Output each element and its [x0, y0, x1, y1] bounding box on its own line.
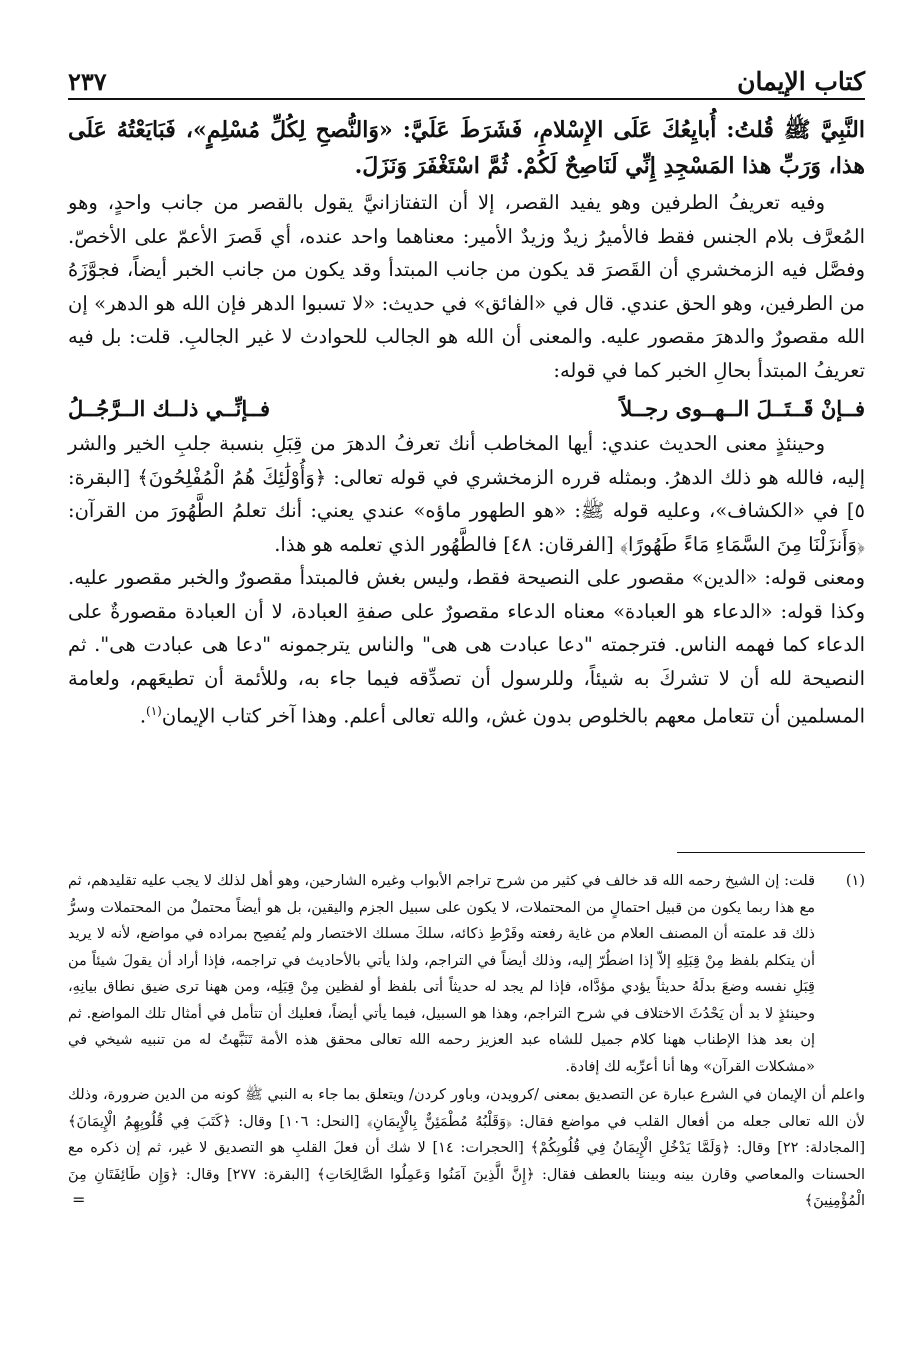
footnote-marker: (١) [845, 873, 865, 889]
hadith-text: النَّبِيَّ ﷺ قُلتُ: أُبايِعُكَ عَلَى الإِسْلامِ، فَشَرَطَ عَلَيَّ: «وَالنُّصحِ لِكُلِّ مُسْلِمٍ»، فَبَايَعْتُهُ عَلَى هذا، وَرَبِّ هذا المَسْجِدِ إِنِّي لَنَاصِحٌ لَكُمْ. ثُمَّ اسْتَغْفَرَ وَنَزَلَ. [68, 117, 865, 179]
footnote [68, 868, 865, 1080]
page-number: ٢٣٧ [68, 67, 107, 96]
footnotes [68, 868, 865, 1215]
continuation-mark: = [72, 1189, 86, 1209]
footnote-text: قلت: إن الشيخ رحمه الله قد خالف في كثير من شرح تراجم الأبواب وغيره الشارحين، وهو أهل لذلك لا يجب عليه تقليدهم، ثم مع هذا ربما يكون من قبيل احتمالٍ من المحتملات، لا يكون على سبيل الجزم واليقين، بل هو أيضاً محتملٌ من المحتملات وسرُّ ذلك قد علمته أن المصنف العلام من غاية رفعته وفَرْطِ ذكائه، سلكَ مسلك الاختصار ولم يُفصِح بمراده في مواضع، لأنه لا يريد أن يتكلم بلفظ مِنْ قِبَلِهِ إلاّ إذا اضطُرّ إليه، وذلك أيضاً في التراجم، ولذا يأتي بالأحاديث في تراجمه، فإذا أراد أن يقولَ شيئاً من قِبَلِ نفسه وضعَ بدلَهُ حديثاً يؤدي مؤدَّاه، فإذا لم يجد له حديثاً أتى بلفظ أو لفظين مِنْ قِبَلِه، ومن ههنا ترى ضيق نطاق بيانِهِ، وحينئذٍ لا بد أن يَحْدُثَ الاختلاف في شرح التراجم، وهذا هو السبيل، فيما يأتي أيضاً، فعليك أن تتأمل في أمثال تلك المواضع. ثم إن بعد هذا الإطناب ههنا كلام جميل للشاه عبد العزيز رحمه الله تعالى محقق هذه الأمة تَنَبَّهتُ له من تنبيه شيخي في «مشكلات القرآن» وها أنا أعرِّبه لك إفادة. [68, 873, 815, 1075]
footnote-divider [677, 852, 865, 853]
paragraph: وحينئذٍ معنى الحديث عندي: أيها المخاطب أنك تعرفُ الدهرَ من قِبَلِ بنسبة جلبِ الخير والشر إليه، فالله هو ذلك الدهرُ. وبمثله قرره الزمخشري في قوله تعالى: ﴿وَأُوْلَٰئِكَ هُمُ الْمُفْلِحُونَ﴾ [البقرة: ٥] في «الكشاف»، وعليه قوله ﷺ: «هو الطهور ماؤه» عندي يعني: أنك تعلمُ الطَّهُورَ من القرآن: ﴿وَأَنزَلْنَا مِنَ السَّمَاءِ مَاءً طَهُورًا﴾ [الفرقان: ٤٨] فالطَّهُور الذي تعلمه هو هذا. [68, 432, 865, 556]
footnote-continuation: واعلم أن الإيمان في الشرع عبارة عن التصديق بمعنى /كرويدن، وباور كردن/ ويتعلق بما جاء به النبي ﷺ كونه من الدين ضرورة، وذلك لأن الله تعالى جعله من أفعال القلب في مواضع فقال: ﴿وَقَلْبُهُ مُطْمَئِنٌّ بِالْإِيمَانِ﴾ [النحل: ١٠٦] وقال: ﴿كَتَبَ فِي قُلُوبِهِمُ الْإِيمَانَ﴾ [المجادلة: ٢٢] وقال: ﴿وَلَمَّا يَدْخُلِ الْإِيمَانُ فِي قُلُوبِكُمْ﴾ [الحجرات: ١٤] لا شك أن فعلَ القلبِ هو التصديق لا غير، ثم إن ذكره مع الحسنات والمعاصي وقارن بينه وبيننا بالعطف فقال: ﴿إِنَّ الَّذِينَ آمَنُوا وَعَمِلُوا الصَّالِحَاتِ﴾ [البقرة: ٢٧٧] وقال: ﴿وَإِن طَائِفَتَانِ مِنَ الْمُؤْمِنِينَ﴾ [68, 1087, 865, 1209]
book-title: كتاب الإيمان [737, 67, 865, 96]
footnote-continuation-block [68, 1082, 865, 1215]
paragraph: ومعنى قوله: «الدين» مقصور على النصيحة فقط، وليس بغش فالمبتدأ مقصورٌ والخبر مقصور عليه. وكذا قوله: «الدعاء هو العبادة» معناه الدعاء مقصورٌ على صفةِ العبادة، لا أن العبادة مقصورةٌ على الدعاء كما فهمه الناس. فترجمته "دعا عبادت هى هى" والناس يترجمونه "دعا هى عبادت هى". ثم النصيحة لله أن لا تشركَ به شيئاً، وللرسول أن تصدِّقه فيما جاء به، وللأئمة أن تطيعَهم، ولعامة المسلمين أن تتعامل معهم بالخلوص بدون غش، والله تعالى أعلم. وهذا آخر كتاب الإيمان$^{(١)}$. [68, 566, 865, 728]
poetry-verse [68, 389, 865, 427]
paragraph-text: ومعنى قوله: «الدين» مقصور على النصيحة فقط، وليس بغش فالمبتدأ مقصورٌ والخبر مقصور عليه. وكذا قوله: «الدعاء هو العبادة» معناه الدعاء مقصورٌ على صفةِ العبادة، لا أن العبادة مقصورةٌ على الدعاء كما فهمه الناس. فترجمته "دعا عبادت هى هى" والناس يترجمونه "دعا هى عبادت هى". ثم النصيحة لله أن لا تشركَ به شيئاً، وللرسول أن تصدِّقه فيما جاء به، وللأئمة أن تطيعَهم، ولعامة المسلمين أن تتعامل معهم بالخلوص بدون غش، والله تعالى أعلم. وهذا آخر كتاب الإيمان [68, 566, 865, 728]
verse-second-hemistich: فــإنِّــي ذلــك الــرَّجُــلُ [68, 395, 271, 421]
page-header [68, 52, 865, 96]
footnote-reference[interactable]: (١) [146, 704, 162, 718]
paragraph: وفيه تعريفُ الطرفين وهو يفيد القصر، إلا أن التفتازانيَّ يقول بالقصر من جانب واحدٍ، وهو المُعرَّف بلام الجنس فقط فالأميرُ زيدٌ وزيدٌ الأمير: معناهما واحد عنده، أي قَصرَ الأعمّ على الأخصّ. وفصَّل فيه الزمخشري أن القَصرَ قد يكون من جانب المبتدأ وقد يكون من جانب الخبر أيضاً، فجوَّزَهُ من الطرفين، وهو الحق عندي. قال في «الفائق» في حديث: «لا تسبوا الدهر فإن الله هو الدهر» إن الله مقصورٌ والدهرَ مقصور عليه. والمعنى أن الله هو الجالب للحوادث لا غير الجالبِ. قلت: بل فيه تعريفُ المبتدأ بحالِ الخبر كما في قوله: [68, 191, 865, 382]
verse-first-hemistich: فــإنْ قَــتَــلَ الــهــوى رجــلاً [620, 395, 865, 421]
header-divider [68, 98, 865, 100]
main-text [68, 112, 865, 733]
